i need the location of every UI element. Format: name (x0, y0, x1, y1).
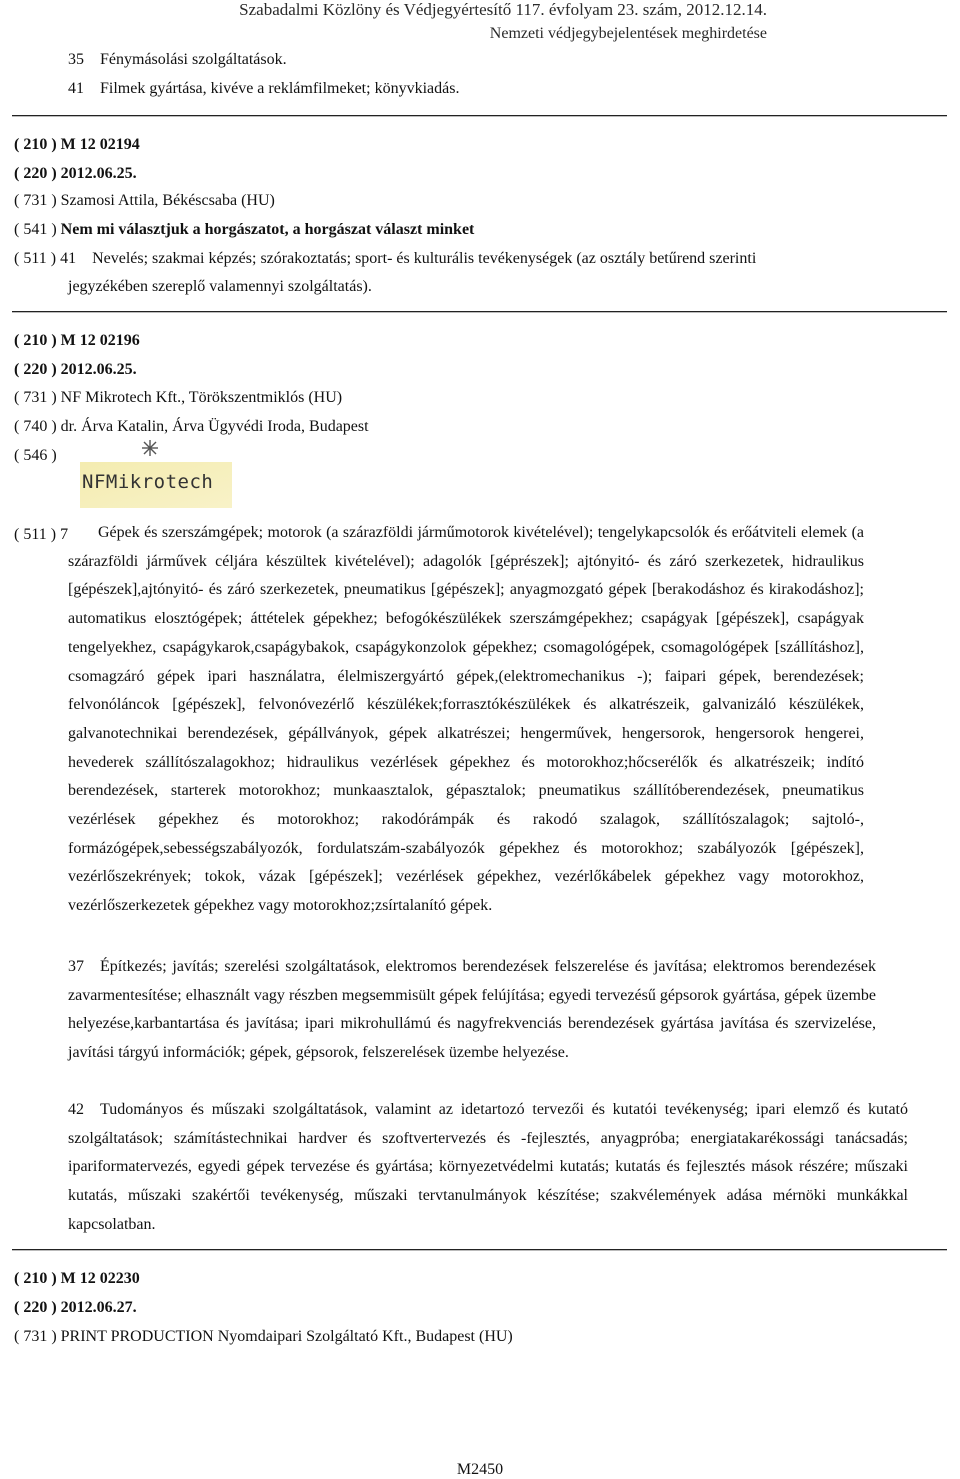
divider (12, 1249, 947, 1251)
divider (12, 115, 947, 117)
field-220: ( 220 ) 2012.06.27. (14, 1299, 137, 1316)
divider (12, 311, 947, 313)
field-210: ( 210 ) M 12 02230 (14, 1270, 140, 1287)
field-511: ( 511 ) 41 Nevelés; szakmai képzés; szórakoztatás; sport- és kulturális tevékenységek (az osztály betűrend szerinti (14, 250, 757, 267)
field-731: ( 731 ) Szamosi Attila, Békéscsaba (HU) (14, 192, 275, 209)
field-546: ( 546 ) (14, 447, 57, 464)
page-header (239, 0, 767, 20)
field-210: ( 210 ) M 12 02194 (14, 136, 140, 153)
field-220: ( 220 ) 2012.06.25. (14, 165, 137, 182)
page-number: M2450 (456, 1461, 504, 1478)
field-220: ( 220 ) 2012.06.25. (14, 361, 137, 378)
page-header-section (490, 24, 767, 44)
field-740: ( 740 ) dr. Árva Katalin, Árva Ügyvédi Iroda, Budapest (14, 418, 369, 435)
field-731: ( 731 ) NF Mikrotech Kft., Törökszentmiklós (HU) (14, 389, 343, 406)
class-7-text: Gépek és szerszámgépek; motorok (a szárazföldi járműmotorok kivételével); tengelykapcsolók és erőátviteli elemek (a szárazföldi járművek céljára készültek kivételével); adagolók [géprészek]; ajtónyitó- és záró szerkezetek, hidraulikus [gépészek],ajtónyitó- és záró szerkezetek, pneumatikus [gépészek]; anyagmozgató gépek [berakodáshoz és kirakodáshoz]; automatikus elosztógépek; áttételek gépekhez; befogókészülékek szerszámgépekhez; csapágyak [gépészek], csapágyak tengelyekhez, csapágykarok,csapágybakok, csapágykonzolok gépekhez; csomagológépek, csomagológépek [szállításhoz], csomagzáró gépek ipari használatra, élelmiszergyártó gépek,(elektromechanikus -); faipari gépek, berendezések; felvonóláncok [gépészek], felvonóvezérlő készülékek;forrasztókészülékek és alkatrészeik, galvanizáló készülékek, galvanotechnikai berendezések, gépállványok, gépek alkatrészei; hengerművek, hengersorok, hengersorok hengerei, hevederek szállítószalagokhoz; hidraulikus vezérlések gépekhez és motorokhoz;hőcserélők és alkatrészeik; indító berendezések, starterek motorokhoz; munkaasztalok, gépasztalok; pneumatikus szállítóberendezések, pneumatikus vezérlések gépekhez és motorokhoz; rakodórámpák és rakodó szalagok, szállítószalagok; sajtoló-, formázógépek,sebességszabályozók, fordulatszám-szabályozók gépekhez és motorokhoz; szabályozók [gépészek], vezérlőszekrények; tokok, vázak [gépészek]; vezérlések gépekhez, vezérlőkábelek gépekhez vagy motorokhoz, vezérlőszerkezetek gépekhez vagy motorokhoz;zsírtalanító gépek. (68, 524, 864, 915)
field-731: ( 731 ) PRINT PRODUCTION Nyomdaipari Szolgáltató Kft., Budapest (HU) (14, 1328, 513, 1345)
field-511-cont: jegyzékében szereplő valamennyi szolgáltatás). (68, 278, 372, 295)
section-title: Nemzeti védjegybejelentések meghirdetése (489, 25, 767, 42)
class-37: 37 Építkezés; javítás; szerelési szolgáltatások, elektromos berendezések felszerelése és javítása; elektromos berendezések zavarmentesítése; elhasznált vagy részben megsemmisült gépek felújítása; egyedi tervezésű gépsorok gyártása, gépek üzembe helyezése,karbantartása és javítása; ipari mikrohullámú és nagyfrekvenciás berendezések gyártása javítása és szervizelése, javítási tárgyú információk; gépek, gépsorok, felszerelések üzembe helyezése. (68, 958, 876, 1062)
svg-text:NFMikrotech: NFMikrotech (82, 471, 214, 493)
nf-mikrotech-logo (78, 436, 234, 512)
class-line: 41 Filmek gyártása, kivéve a reklámfilmeket; könyvkiadás. (68, 80, 460, 97)
field-210: ( 210 ) M 12 02196 (14, 332, 140, 349)
field-511-label: ( 511 ) 7 (14, 526, 69, 543)
class-42: 42 Tudományos és műszaki szolgáltatások, valamint az idetartozó tervezői és kutatói tevékenység; ipari elemző és kutató szolgáltatások; számítástechnikai hardver és szoftvertervezés és -fejlesztés, anyagpróba; energiatakarékossági tanácsadás; ipariformatervezés, egyedi gépek tervezése és gyártása; környezetvédelmi kutatás; kutatás és fejlesztés mások részére; műszaki kutatás, műszaki szakértői tevékenység, műszaki tervtanulmányok készítése; szakvélemények adása mérnöki munkákkal kapcsolatban. (68, 1101, 908, 1233)
field-541: ( 541 ) Nem mi választjuk a horgászatot, a horgászat választ minket (14, 221, 475, 238)
journal-title: Szabadalmi Közlöny és Védjegyértesítő 117. évfolyam 23. szám, 2012.12.14. (239, 0, 767, 19)
class-line: 35 Fénymásolási szolgáltatások. (68, 51, 287, 68)
